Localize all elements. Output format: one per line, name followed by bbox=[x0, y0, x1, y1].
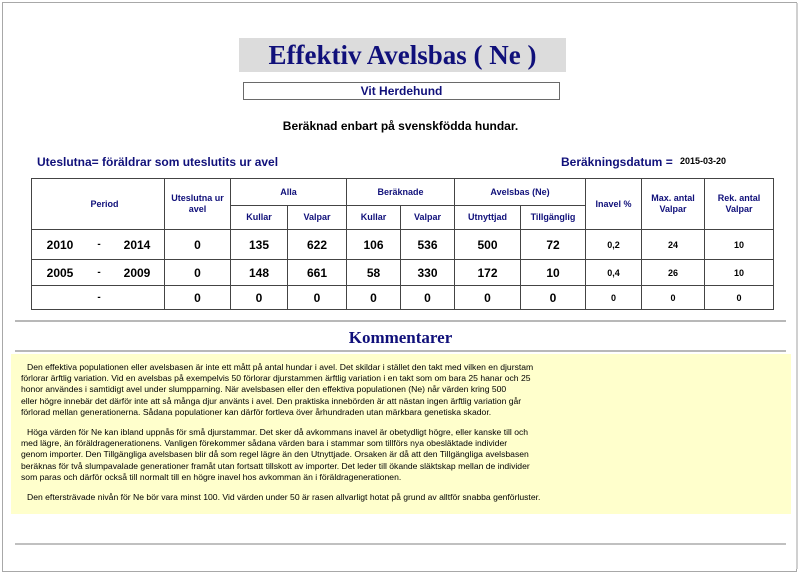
header-uteslutna: Uteslutna ur avel bbox=[165, 179, 231, 230]
table-row bbox=[32, 286, 774, 310]
subtitle: Beräknad enbart på svenskfödda hundar. bbox=[282, 119, 519, 133]
table-row bbox=[32, 230, 774, 260]
cell-tillganglig: 72 bbox=[521, 230, 586, 260]
comment-paragraph: Den effektiva populationen eller avelsbasen är inte ett mått på antal hundar i avel. Det skildar i stället den takt med vilken en djurstam förlorar ärftlig variation. Vid en avelsbas på exempelvis 50 förlorar djurstammen ärftlig variation i en takt som om bara 25 hanar och 25 honor användes i samtidigt avel under slumpparning. När avelsbasen eller den effektiva populationen (Ne) når värden kring 500 eller högre innebär det därför inte att så många djur använts i avel. Den praktiska innebörden är att nästan ingen ärftlig variation går förlorad mellan generationerna. Sådana populationer kan därför fortleva över århundraden utan märkbara genetiska skador. bbox=[21, 362, 534, 417]
uteslutna-legend: Uteslutna= föräldrar som uteslutits ur avel bbox=[37, 155, 279, 169]
page-title: Effektiv Avelsbas ( Ne ) bbox=[268, 39, 537, 70]
breed-name-field: Vit Herdehund bbox=[243, 82, 560, 100]
comments-heading: Kommentarer bbox=[348, 328, 453, 347]
cell-rek-valpar: 10 bbox=[705, 230, 774, 260]
header-alla-kullar: Kullar bbox=[231, 206, 288, 230]
cell-alla-kullar: 0 bbox=[231, 286, 288, 310]
cell-inavel: 0,2 bbox=[586, 230, 642, 260]
period-from: 2005 bbox=[46, 265, 74, 280]
header-rek-valpar: Rek. antal Valpar bbox=[705, 179, 774, 230]
cell-alla-valpar: 622 bbox=[288, 230, 347, 260]
cell-max-valpar: 0 bbox=[642, 286, 705, 310]
cell-beraknade-kullar: 106 bbox=[347, 230, 401, 260]
period-to: 2009 bbox=[123, 265, 151, 280]
cell-rek-valpar: 0 bbox=[705, 286, 774, 310]
cell-alla-valpar: 0 bbox=[288, 286, 347, 310]
cell-beraknade-valpar: 0 bbox=[401, 286, 455, 310]
cell-rek-valpar: 10 bbox=[705, 260, 774, 286]
divider bbox=[15, 350, 786, 352]
header-beraknade-kullar: Kullar bbox=[347, 206, 401, 230]
cell-max-valpar: 26 bbox=[642, 260, 705, 286]
calculation-date-label: Beräkningsdatum = bbox=[561, 155, 673, 169]
cell-max-valpar: 24 bbox=[642, 230, 705, 260]
header-utnyttjad: Utnyttjad bbox=[455, 206, 521, 230]
header-inavel: Inavel % bbox=[586, 179, 642, 230]
header-beraknade-valpar: Valpar bbox=[401, 206, 455, 230]
cell-alla-kullar: 148 bbox=[231, 260, 288, 286]
cell-inavel: 0,4 bbox=[586, 260, 642, 286]
comment-paragraph: Höga värden för Ne kan ibland uppnås för små djurstammar. Det sker då avkommans inavel är obetydligt högre, eller kanske till och med lägre, än föräldragenerationens. Vanligen förekommer sådana värden bara i stammar som tillförs nya obesläktade individer genom importer. Den Tillgängliga avelsbasen blir då som regel lägre än den Utnyttjade. Orsaken är då att den Tillgängliga avelsbasen beräknas för två slumpavalade generationer framåt utan fortsatt tillskott av importer. Det leder till ökande släktskap mellan de individer som paras och därför också till normalt till en högre inavel hos avkomman än i föräldragenerationen. bbox=[21, 427, 530, 482]
header-avelsbas: Avelsbas (Ne) bbox=[455, 179, 586, 206]
cell-beraknade-kullar: 0 bbox=[347, 286, 401, 310]
divider bbox=[15, 543, 786, 545]
comments-box bbox=[11, 354, 791, 514]
cell-utnyttjad: 0 bbox=[455, 286, 521, 310]
cell-uteslutna: 0 bbox=[165, 286, 231, 310]
title-banner bbox=[239, 38, 566, 72]
header-alla: Alla bbox=[231, 179, 347, 206]
header-beraknade: Beräknade bbox=[347, 179, 455, 206]
header-tillganglig: Tillgänglig bbox=[521, 206, 586, 230]
calculation-date-value: 2015-03-20 bbox=[680, 156, 727, 166]
avelsbas-table bbox=[31, 178, 774, 310]
cell-inavel: 0 bbox=[586, 286, 642, 310]
period-dash: - bbox=[97, 239, 101, 250]
period-to: 2014 bbox=[123, 237, 151, 252]
period-dash: - bbox=[97, 292, 101, 303]
header-max-valpar: Max. antal Valpar bbox=[642, 179, 705, 230]
table-row bbox=[32, 260, 774, 286]
cell-uteslutna: 0 bbox=[165, 260, 231, 286]
vertical-scrollbar[interactable] bbox=[796, 3, 798, 569]
period-dash: - bbox=[97, 267, 101, 278]
cell-utnyttjad: 500 bbox=[455, 230, 521, 260]
header-alla-valpar: Valpar bbox=[288, 206, 347, 230]
period-from: 2010 bbox=[46, 237, 74, 252]
header-period: Period bbox=[32, 179, 165, 230]
cell-tillganglig: 0 bbox=[521, 286, 586, 310]
divider bbox=[15, 320, 786, 322]
cell-uteslutna: 0 bbox=[165, 230, 231, 260]
cell-beraknade-kullar: 58 bbox=[347, 260, 401, 286]
cell-beraknade-valpar: 536 bbox=[401, 230, 455, 260]
cell-beraknade-valpar: 330 bbox=[401, 260, 455, 286]
cell-alla-kullar: 135 bbox=[231, 230, 288, 260]
cell-alla-valpar: 661 bbox=[288, 260, 347, 286]
cell-utnyttjad: 172 bbox=[455, 260, 521, 286]
cell-tillganglig: 10 bbox=[521, 260, 586, 286]
comment-paragraph: Den eftersträvade nivån för Ne bör vara minst 100. Vid värden under 50 är rasen allvarligt hotat på grund av alltför snabba genförluster. bbox=[27, 492, 541, 503]
